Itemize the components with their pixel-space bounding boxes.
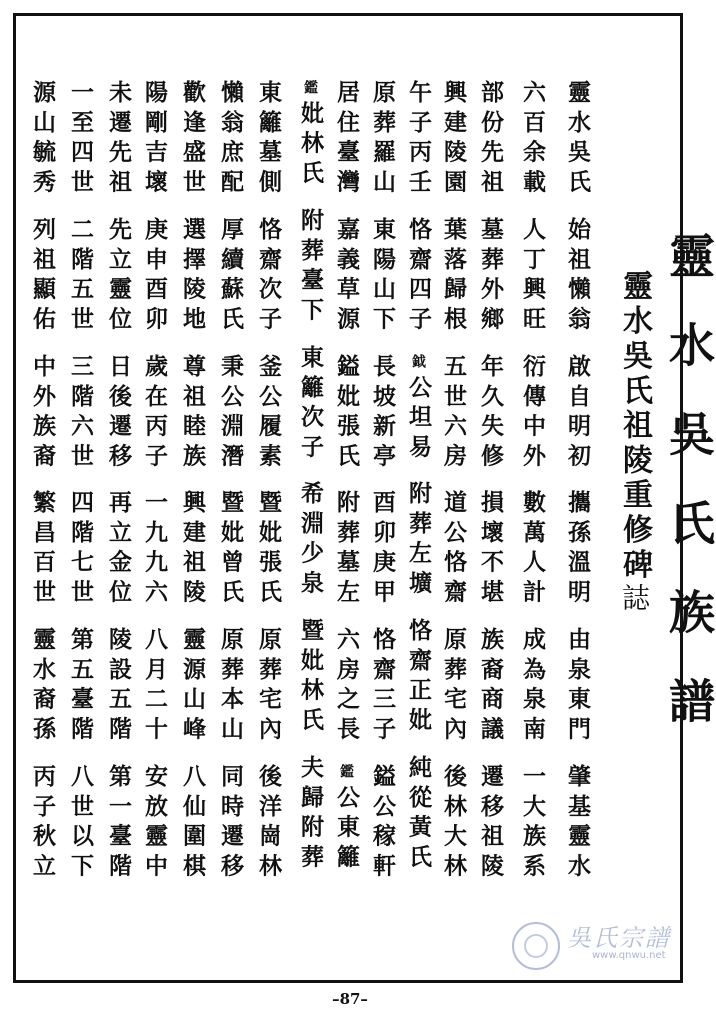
text-segment: 秉公淵潛 <box>217 353 244 473</box>
text-segment: 二階五世 <box>67 216 94 336</box>
text-segment: 肇基靈水 <box>564 764 591 883</box>
text-segment: 同時遷移 <box>217 764 244 883</box>
text-segment: 午子丙壬 <box>405 80 432 199</box>
text-segment: 損壞不堪 <box>477 490 504 610</box>
text-segment: 興建祖陵 <box>179 490 206 610</box>
text-segment: 八月二十 <box>141 627 168 747</box>
text-segment: 釜公履素 <box>255 353 282 473</box>
text-segment: 興建陵園 <box>440 80 467 199</box>
text-column <box>362 80 402 883</box>
watermark-text: 吳氏宗譜 <box>567 924 671 952</box>
text-segment: 一九九六 <box>141 490 168 610</box>
spine-title: 靈水吳氏族譜 <box>662 232 716 766</box>
segment-text: 公東籬 <box>333 784 360 874</box>
text-segment: 附葬臺下 <box>297 207 324 327</box>
title-suffix: 誌 <box>618 583 651 612</box>
text-segment: 四階七世 <box>67 490 94 610</box>
text-column <box>512 80 552 883</box>
text-segment: 八世以下 <box>67 764 94 883</box>
small-character: 鑑 <box>302 80 318 101</box>
text-segment: 先立靈位 <box>105 216 132 336</box>
text-segment: 東籬墓側 <box>255 80 282 199</box>
text-segment <box>326 764 366 874</box>
text-segment: 附葬墓左 <box>333 490 360 610</box>
text-segment: 再立金位 <box>105 490 132 610</box>
text-segment: 東籬次子 <box>297 344 324 464</box>
text-segment: 厚續蘇氏 <box>217 216 244 336</box>
text-segment: 原葬宅內 <box>440 627 467 747</box>
text-segment: 附葬左壙 <box>405 481 432 601</box>
text-segment: 後林大林 <box>440 764 467 883</box>
text-segment: 暨妣張氏 <box>255 490 282 610</box>
text-segment: 遷移祖陵 <box>477 764 504 883</box>
page-number: –87– <box>332 990 368 1008</box>
text-segment: 一大族系 <box>519 764 546 883</box>
text-segment: 第五臺階 <box>67 627 94 747</box>
text-segment: 嘉義草源 <box>333 216 360 336</box>
text-segment: 五世六房 <box>440 353 467 473</box>
text-segment: 六房之長 <box>333 627 360 747</box>
text-segment: 原葬本山 <box>217 627 244 747</box>
text-segment: 懶翁庶配 <box>217 80 244 199</box>
text-segment: 八仙圍棋 <box>179 764 206 883</box>
inscription-title <box>612 270 656 611</box>
text-column <box>98 80 138 883</box>
text-segment: 暨妣曾氏 <box>217 490 244 610</box>
title-main: 靈水吳氏祖陵重修碑 <box>617 270 652 584</box>
watermark-url: www.qnwu.net <box>592 950 666 961</box>
small-character: 鉞 <box>410 353 426 375</box>
text-column <box>470 80 510 883</box>
text-segment <box>398 354 438 464</box>
text-segment: 部份先祖 <box>477 80 504 199</box>
text-segment: 歡逢盛世 <box>179 80 206 199</box>
text-segment: 鎰妣張氏 <box>333 353 360 473</box>
text-segment: 恪齋次子 <box>255 216 282 336</box>
segment-text: 公坦易 <box>405 374 432 464</box>
text-segment: 一至四世 <box>67 80 94 199</box>
text-column <box>557 80 597 883</box>
text-segment: 夫歸附葬 <box>297 755 324 874</box>
small-character: 鑑 <box>338 764 354 785</box>
text-segment: 由泉東門 <box>564 627 591 747</box>
text-segment: 始祖懶翁 <box>564 216 591 336</box>
text-column <box>22 80 62 883</box>
text-segment: 後洋崗林 <box>255 764 282 883</box>
text-segment: 攜孫溫明 <box>564 490 591 610</box>
text-segment: 丙子秋立 <box>29 764 56 883</box>
text-segment: 墓葬外鄉 <box>477 216 504 336</box>
text-segment: 恪齋正妣 <box>405 618 432 738</box>
text-segment: 中外族裔 <box>29 353 56 473</box>
text-column <box>248 80 288 883</box>
text-segment: 源山毓秀 <box>29 80 56 199</box>
text-segment: 恪齋四子 <box>405 216 432 336</box>
text-segment: 啟自明初 <box>564 353 591 473</box>
text-segment: 繁昌百世 <box>29 490 56 610</box>
text-segment: 恪齋三子 <box>369 627 396 747</box>
text-segment: 尊祖睦族 <box>179 353 206 473</box>
text-segment: 酉卯庚甲 <box>369 490 396 610</box>
text-segment: 暨妣林氏 <box>297 618 324 738</box>
text-segment: 歲在丙子 <box>141 353 168 473</box>
text-segment: 葉落歸根 <box>440 216 467 336</box>
text-column <box>433 80 473 883</box>
text-segment: 日後遷移 <box>105 353 132 473</box>
text-segment: 數萬人計 <box>519 490 546 610</box>
text-column <box>290 80 330 874</box>
text-segment: 原葬宅內 <box>255 627 282 747</box>
segment-text: 妣林氏 <box>297 100 324 190</box>
text-segment: 靈源山峰 <box>179 627 206 747</box>
text-segment: 陵設五階 <box>105 627 132 747</box>
text-column <box>134 80 174 883</box>
text-segment: 靈水吳氏 <box>564 80 591 199</box>
text-segment: 人丁興旺 <box>519 216 546 336</box>
text-segment: 族裔商議 <box>477 627 504 747</box>
text-column <box>60 80 100 883</box>
text-segment: 安放靈中 <box>141 764 168 883</box>
text-segment: 選擇陵地 <box>179 216 206 336</box>
text-segment: 第一臺階 <box>105 764 132 883</box>
text-segment: 年久失修 <box>477 353 504 473</box>
text-segment: 成為泉南 <box>519 627 546 747</box>
text-segment: 居住臺灣 <box>333 80 360 199</box>
text-segment: 原葬羅山 <box>369 80 396 199</box>
text-segment <box>290 80 330 190</box>
text-segment: 希淵少泉 <box>297 481 324 601</box>
text-segment: 靈水裔孫 <box>29 627 56 747</box>
text-segment: 長坡新亭 <box>369 353 396 473</box>
text-segment: 六百余載 <box>519 80 546 199</box>
text-column <box>172 80 212 883</box>
text-segment: 陽剛吉壞 <box>141 80 168 199</box>
text-segment: 純從黃氏 <box>405 755 432 874</box>
text-segment: 庚申酉卯 <box>141 216 168 336</box>
text-column <box>326 80 366 874</box>
text-segment: 衍傳中外 <box>519 353 546 473</box>
text-column <box>398 80 438 874</box>
text-segment: 東陽山下 <box>369 216 396 336</box>
text-segment: 未遷先祖 <box>105 80 132 199</box>
watermark-seal-icon <box>512 922 560 970</box>
text-segment: 鎰公稼軒 <box>369 764 396 883</box>
text-segment: 道公恪齋 <box>440 490 467 610</box>
text-column <box>210 80 250 883</box>
text-segment: 列祖顯佑 <box>29 216 56 336</box>
text-segment: 三階六世 <box>67 353 94 473</box>
